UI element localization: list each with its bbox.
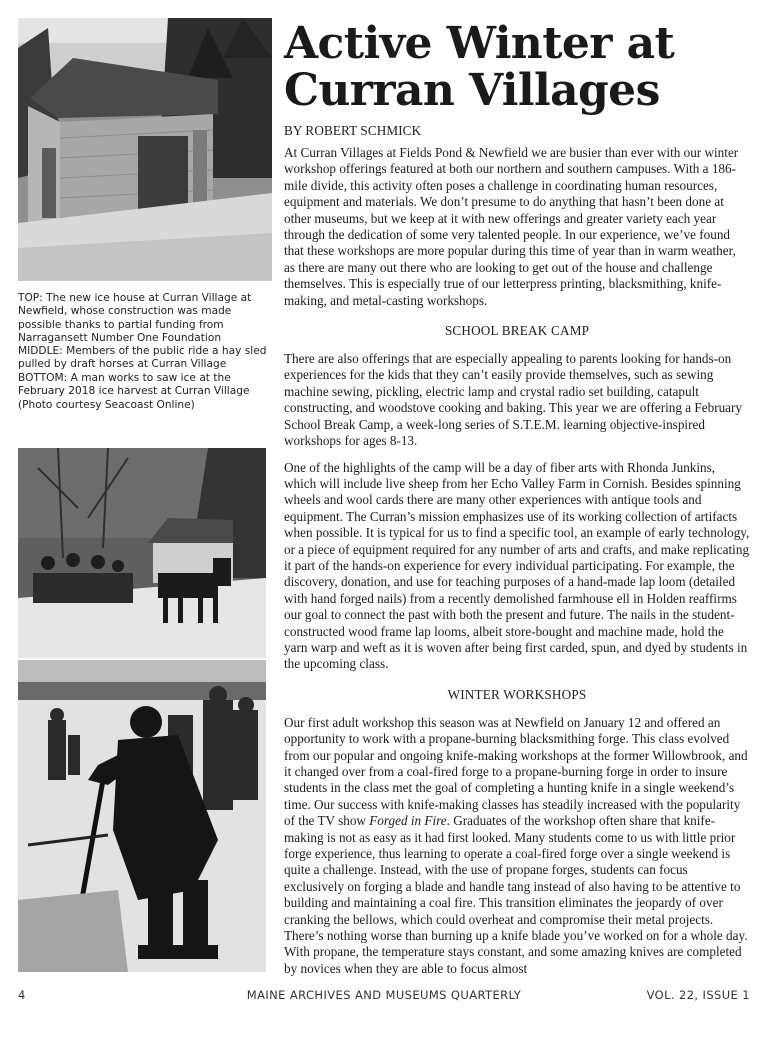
caption-bottom: BOTTOM: A man works to saw ice at the February 2018 ice harvest at Curran Village (Photo courtesy Seacoast Online): [18, 372, 250, 411]
intro-paragraph: At Curran Villages at Fields Pond & Newfield we are busier than ever with our winter workshop offerings featured at both our northern and southern campuses. With a 186-mile divide, this activity often poses a challenge in coordinating human resources, equipment and materials. We don’t presume to do anything that hasn’t been done at other museums, but we keep at it with new offerings and greater variety each year through the dedication of some very talented people. In our experience, we’ve found that these workshops are more popular during this time of year than in warm weather, as there are many out there who are looking to get out of the house and challenge themselves. This is especially true of our letterpress printing, blacksmithing, knife-making, and metal-casting workshops.: [284, 145, 739, 308]
school-break-paragraph-2: One of the highlights of the camp will be a day of fiber arts with Rhonda Junkins, which will include live sheep from her Echo Valley Farm in Cornish. Besides spinning wheels and wool cards there are many other experiences with antique tools and equipment. The Curran’s mission emphasizes use of its working collection of artifacts when possible. It is typical for us to find a specific tool, an example of early technology, or a piece of equipment required for any number of arts and crafts, and make replicating it part of the hands-on experience for every individual participating. For example, the discovery, donation, and use for teaching purposes of a hand-made lap loom (detailed with hand forged nails) from a recently demolished farmhouse ell in Holden reaffirms our goal to connect the past with both the present and future. The nails in the student-constructed wood frame lap looms, albeit store-bought and machine made, hold the yarn warp and weft as it is woven after being first carded, spun, and dyed by students in the upcoming class.: [284, 459, 750, 672]
section-heading-winter-workshops: WINTER WORKSHOPS: [447, 686, 587, 702]
publication-name: MAINE ARCHIVES AND MUSEUMS QUARTERLY: [246, 988, 522, 1002]
caption-top: TOP: The new ice house at Curran Village at Newfield, whose construction was made possible thanks to partial funding from Narragansett Number One Foundation: [18, 292, 252, 345]
section-heading-school-break: SCHOOL BREAK CAMP: [444, 323, 590, 339]
article-byline: BY ROBERT SCHMICK: [284, 123, 422, 138]
issue-label: VOL. 22, ISSUE 1: [646, 988, 750, 1002]
paragraph-text: Our first adult workshop this season was at Newfield on January 12 and offered an opportunity to work with a propane-burning blacksmithing forge. This class evolved from our popular and ongoing knife-making workshops at the former Willowbrook, and it changed over from a coal-fired forge to a propane-burning forge in order to insure students in the class met the goal of completing a hunting knife in a single weekend’s time. Our success with knife-making classes has steadily increased with the popularity of the TV show: [284, 714, 748, 829]
school-break-paragraph-1: There are also offerings that are especially appealing to parents looking for hands-on experiences for the kids that they can’t easily provide themselves, such as sewing machine sewing, pickling, electric lamp and crystal radio set building, catapult constructing, and woodstove cooking and baking. This year we are offering a February School Break Camp, a week-long series of S.T.E.M. learning objective-inspired workshops for ages 8-13.: [284, 351, 743, 449]
photo-ice-house: [18, 18, 272, 281]
page-number: 4: [18, 988, 26, 1002]
caption-middle: MIDDLE: Members of the public ride a hay sled pulled by draft horses at Curran Village: [18, 345, 267, 371]
paragraph-text: . Graduates of the workshop often share that knife-making is not as easy as it had first looked. Many students come to us with little prior forge experience, thus learning to operate a coal-fired forge over a single weekend is quite a challenge. Instead, with the use of propane forges, students can focus exclusively on forging a blade and handle tang instead of also having to be attentive to building and maintaining a coal fire. This transition eliminates the jeopardy of over cranking the bellows, which could overheat and compromise their metal projects. There’s nothing worse than burning up a knife blade you’ve worked on for a whole day. With propane, the temperature stays constant, and some amazing knives are completed by novices when they are able to focus almost: [284, 813, 748, 976]
article-title: Active Winter at Curran Villages: [284, 18, 675, 116]
photo-hay-sled: [18, 448, 266, 658]
page-footer: [18, 988, 750, 1008]
tv-show-title: Forged in Fire: [369, 813, 447, 829]
photo-ice-sawing: [18, 660, 266, 972]
article: [284, 20, 750, 987]
winter-workshops-paragraph: [284, 715, 750, 978]
